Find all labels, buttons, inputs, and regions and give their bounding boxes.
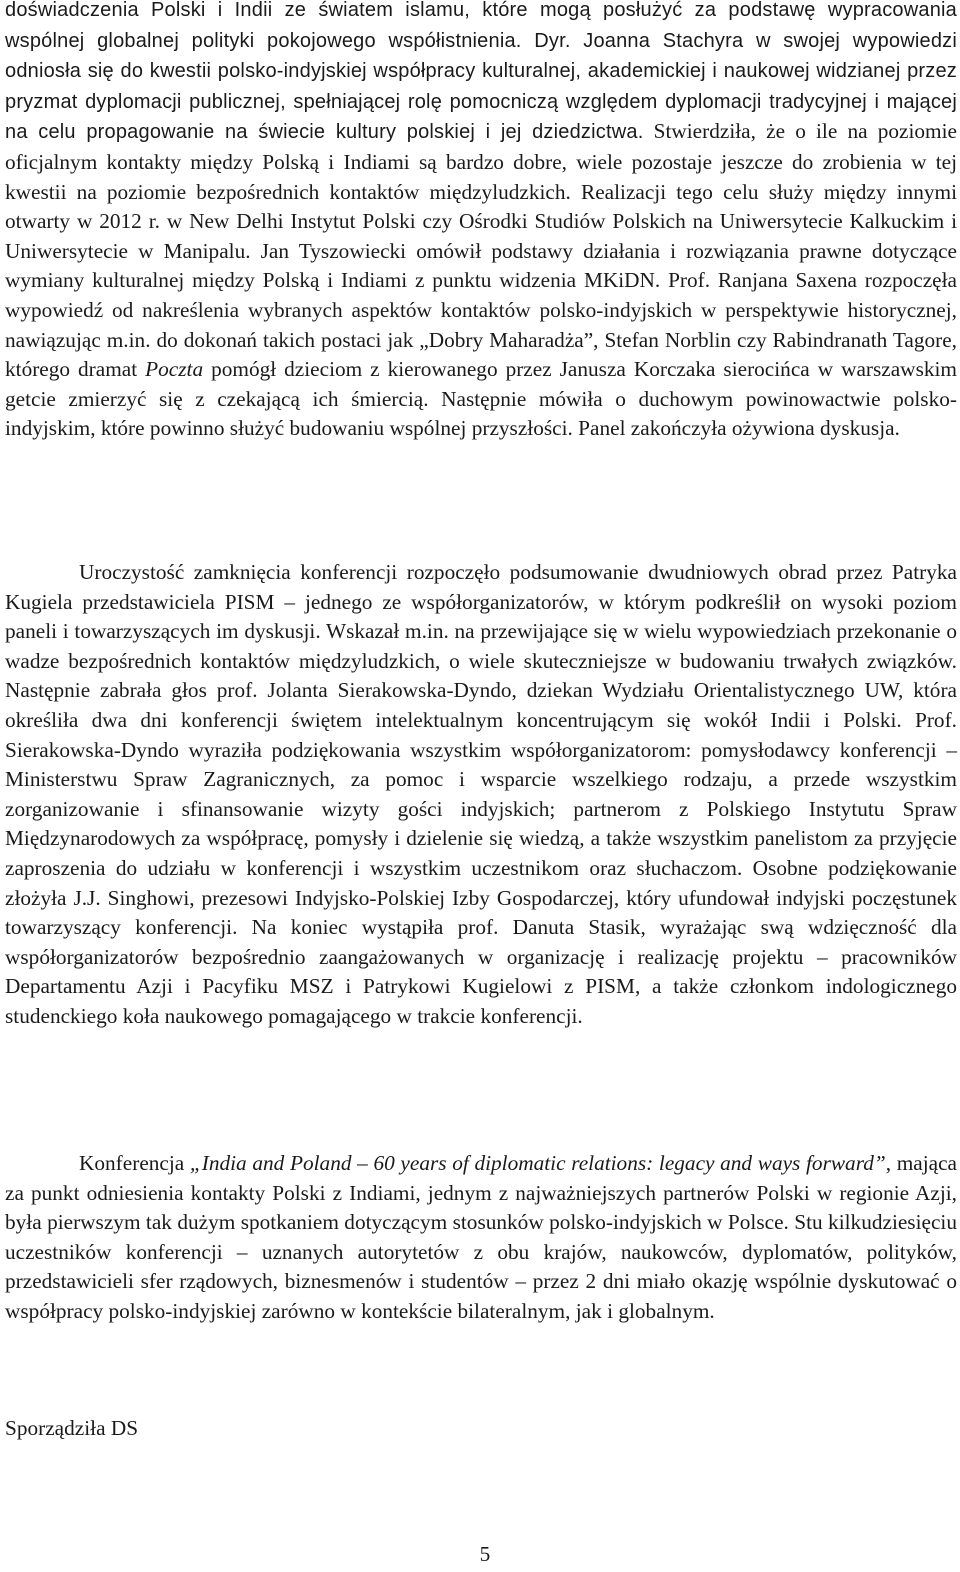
- conference-title: „India and Poland – 60 years of diplomatic relations: legacy and ways forward”: [189, 1151, 886, 1175]
- paragraph-1-italic-title: Poczta: [145, 357, 204, 382]
- body-paragraph-1: [5, 0, 957, 444]
- body-paragraph-3: [5, 1149, 957, 1327]
- paragraph-1-text-run: pomógł dzieciom z kierowanego przez Janusza Korczaka sierocińca w warszawskim getcie zmierzyć się z czekającą ich śmiercią. Następnie mówiła o duchowym powinowactwie polsko-indyjskim, które powinno służyć budowaniu wspólnej przyszłości. Panel zakończyła ożywiona dyskusja.: [5, 357, 957, 441]
- paragraph-2-text-run: Uroczystość zamknięcia konferencji rozpoczęło podsumowanie dwudniowych obrad przez Patryka Kugiela przedstawiciela PISM – jednego ze współorganizatorów, w którym podkreślił on wysoki poziom paneli i towarzyszących im dyskusji. Wskazał m.in. na przewijające się w wielu wypowiedziach przekonanie o wadze bezpośrednich kontaktów międzyludzkich, o wiele skuteczniejsze w budowaniu trwałych związków. Następnie zabrała głos prof. Jolanta Sierakowska-Dyndo, dziekan Wydziału Orientalistycznego UW, która określiła dwa dni konferencji świętem intelektualnym koncentrującym się wokół Indii i Polski. Prof. Sierakowska-Dyndo wyraziła podziękowania wszystkim współorganizatorom: pomysłodawcy konferencji – Ministerstwu Spraw Zagranicznych, za pomoc i wsparcie wszelkiego rodzaju, a przede wszystkim zorganizowanie i sfinansowanie wizyty gości indyjskich; partnerom z Polskiego Instytutu Spraw Międzynarodowych za współpracę, pomysły i dzielenie się wiedzą, a także wszystkim panelistom za przyjęcie zaproszenia do udziału w konferencji i wszystkim uczestnikom oraz słuchaczom. Osobne podziękowanie złożyła J.J. Singhowi, prezesowi Indyjsko-Polskiej Izby Gospodarczej, który ufundował indyjski poczęstunek towarzyszący konferencji. Na koniec wystąpiła prof. Danuta Stasik, wyrażając swą wdzięczność dla współorganizatorów bezpośrednio zaangażowanych w organizację i realizację projektu – pracowników Departamentu Azji i Pacyfiku MSZ i Patrykowi Kugielowi z PISM, a także członkom indologicznego studenckiego koła naukowego pomagającego w trakcie konferencji.: [5, 560, 957, 1028]
- page-number: 5: [479, 1542, 491, 1566]
- paragraph-3-text-run: Konferencja: [79, 1151, 190, 1175]
- paragraph-1-text-run: doświadczenia Polski i Indii ze światem islamu, które mogą posłużyć za podstawę wypracowania wspólnej globalnej polityki pokojowego współistnienia. Dyr. Joanna Stachyra w swojej wypowiedzi odniosła się do kwestii polsko-indyjskiej współpracy kulturalnej, akademickiej i naukowej widzianej przez pryzmat dyplomacji publicznej, spełniającej rolę pomocniczą względem dyplomacji tradycyjnej i mającej na celu propagowanie na świecie kultury polskiej i jej dziedzictwa.: [5, 0, 957, 144]
- signature-line: Sporządziła DS: [5, 1416, 139, 1440]
- paragraph-1-text-run: Stwierdziła, że o ile na poziomie oficjalnym kontakty między Polską i Indiami są bardzo dobre, wiele pozostaje jeszcze do zrobienia w tej kwestii na poziomie bezpośrednich kontaktów międzyludzkich. Realizacji tego celu służy między innymi otwarty w 2012 r. w New Delhi Instytut Polski czy Ośrodki Studiów Polskich na Uniwersytecie Kalkuckim i Uniwersytecie w Manipalu. Jan Tyszowiecki omówił podstawy działania i rozwiązania prawne dotyczące wymiany kulturalnej między Polską i Indiami z punktu widzenia MKiDN. Prof. Ranjana Saxena rozpoczęła wypowiedź od nakreślenia wybranych aspektów kontaktów polsko-indyjskich w perspektywie historycznej, nawiązując m.in. do dokonań takich postaci jak „Dobry Maharadża”, Stefan Norblin czy Rabindranath Tagore, którego dramat: [5, 119, 957, 382]
- paragraph-3-text-run: , mająca za punkt odniesienia kontakty Polski z Indiami, jednym z najważniejszych partnerów Polski w regionie Azji, była pierwszym tak dużym spotkaniem dotyczącym stosunków polsko-indyjskich w Polsce. Stu kilkudziesięciu uczestników konferencji – uznanych autorytetów z obu krajów, naukowców, dyplomatów, polityków, przedstawicieli sfer rządowych, biznesmenów i studentów – przez 2 dni miało okazję wspólnie dyskutować o współpracy polsko-indyjskiej zarówno w kontekście bilateralnym, jak i globalnym.: [5, 1151, 957, 1323]
- body-paragraph-2: [5, 558, 957, 1032]
